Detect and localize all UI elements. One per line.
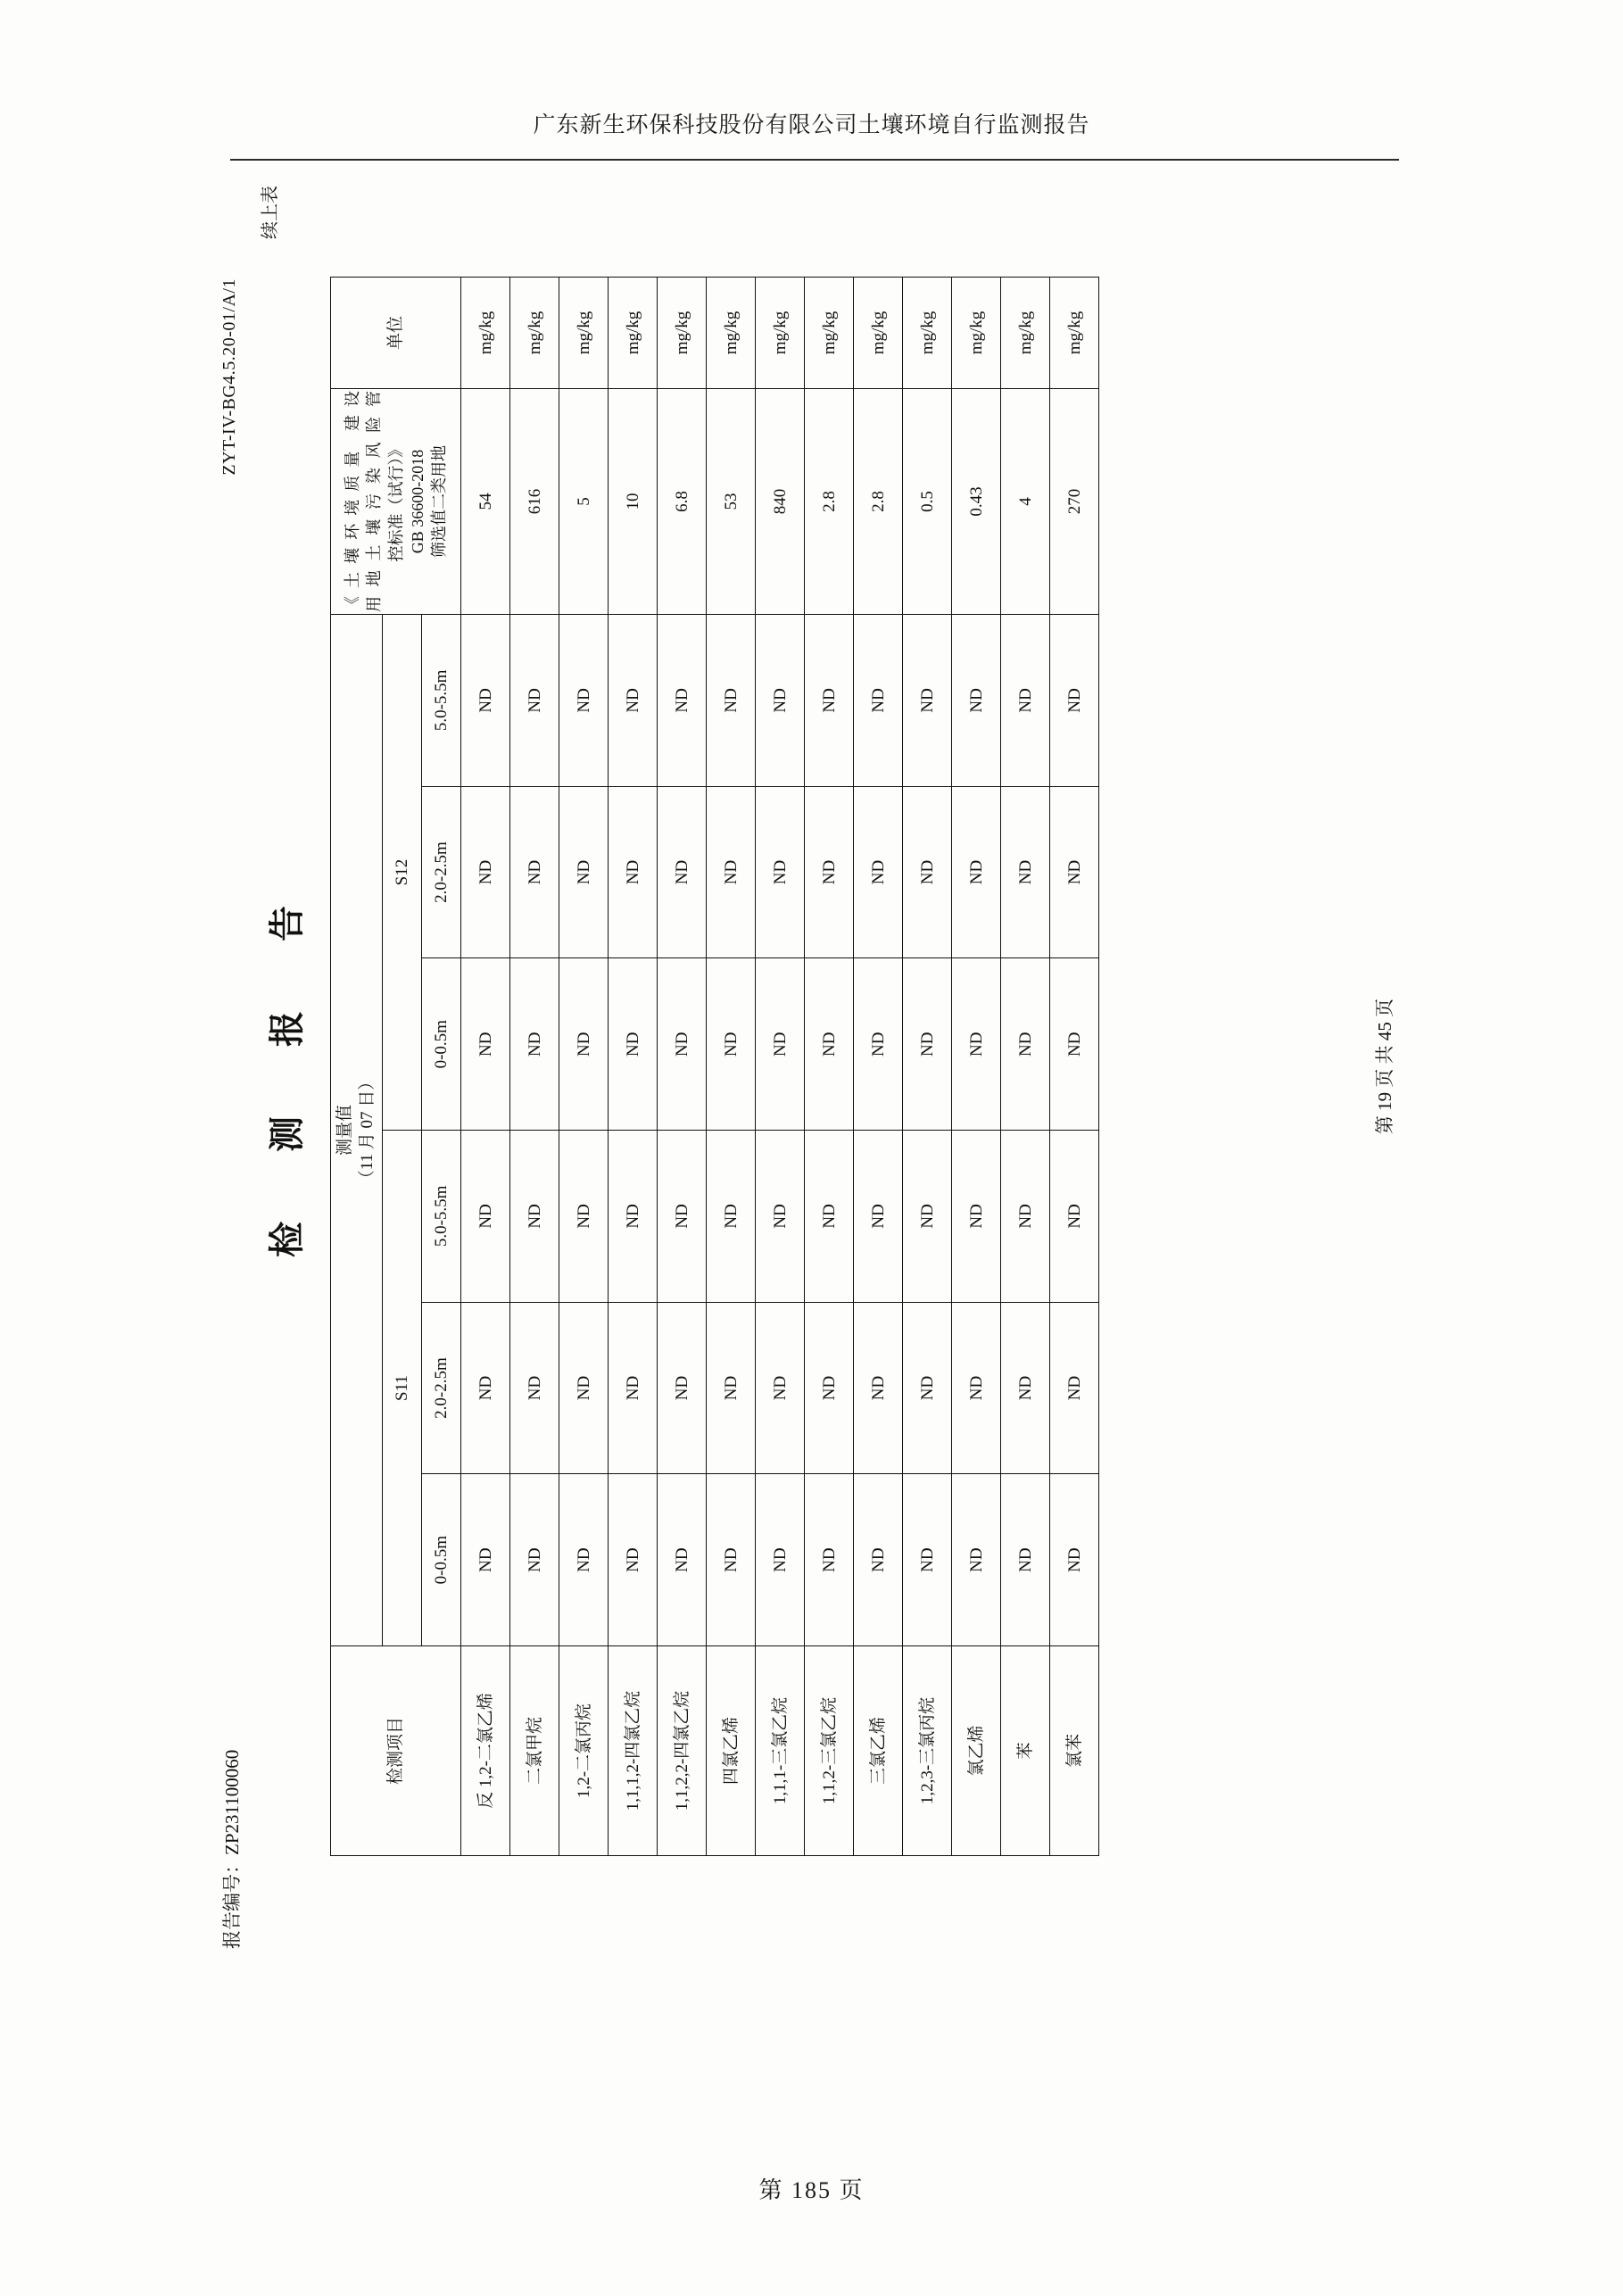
- table-row: [707, 278, 756, 1856]
- row-standard: 270: [1050, 389, 1099, 615]
- row-value: ND: [952, 1474, 1001, 1646]
- row-standard: 616: [510, 389, 559, 615]
- row-unit: mg/kg: [658, 278, 707, 389]
- row-value: ND: [756, 615, 805, 787]
- row-value: ND: [756, 786, 805, 958]
- row-standard: 0.5: [903, 389, 952, 615]
- row-value: ND: [461, 958, 510, 1131]
- row-value: ND: [952, 958, 1001, 1131]
- row-unit: mg/kg: [903, 278, 952, 389]
- row-unit: mg/kg: [559, 278, 609, 389]
- table-row: [756, 278, 805, 1856]
- row-unit: mg/kg: [707, 278, 756, 389]
- row-value: ND: [707, 958, 756, 1131]
- row-standard: 0.43: [952, 389, 1001, 615]
- row-unit: mg/kg: [609, 278, 658, 389]
- row-standard: 840: [756, 389, 805, 615]
- table-row: [1050, 278, 1099, 1856]
- landscape-canvas: [205, 178, 1410, 1954]
- row-value: ND: [461, 615, 510, 787]
- header-depth-s11-3: 5.0-5.5m: [422, 1131, 461, 1303]
- row-value: ND: [461, 1302, 510, 1474]
- table-row: [510, 278, 559, 1856]
- row-value: ND: [609, 615, 658, 787]
- row-item: 四氯乙烯: [707, 1646, 756, 1856]
- header-standard-line3: 控标准（试行）》: [386, 441, 405, 562]
- row-value: ND: [854, 958, 903, 1131]
- row-value: ND: [559, 1302, 609, 1474]
- row-value: ND: [707, 1302, 756, 1474]
- header-measured-line1: 测量值: [335, 1105, 354, 1156]
- row-value: ND: [609, 1474, 658, 1646]
- row-value: ND: [609, 1302, 658, 1474]
- row-value: ND: [559, 1474, 609, 1646]
- row-value: ND: [658, 1131, 707, 1303]
- row-value: ND: [707, 1131, 756, 1303]
- table-row: [1001, 278, 1050, 1856]
- table-row: [903, 278, 952, 1856]
- table-row: [952, 278, 1001, 1856]
- row-item: 反 1,2-二氯乙烯: [461, 1646, 510, 1856]
- row-standard: 2.8: [805, 389, 854, 615]
- row-unit: mg/kg: [805, 278, 854, 389]
- row-value: ND: [854, 786, 903, 958]
- row-value: ND: [805, 615, 854, 787]
- row-value: ND: [1050, 1131, 1099, 1303]
- row-value: ND: [952, 615, 1001, 787]
- row-standard: 5: [559, 389, 609, 615]
- rotated-content-area: [205, 178, 1410, 1954]
- row-value: ND: [461, 1131, 510, 1303]
- table-row: [854, 278, 903, 1856]
- row-value: ND: [1001, 1302, 1050, 1474]
- row-item: 1,2-二氯丙烷: [559, 1646, 609, 1856]
- table-row: [609, 278, 658, 1856]
- row-unit: mg/kg: [756, 278, 805, 389]
- row-unit: mg/kg: [510, 278, 559, 389]
- row-value: ND: [903, 786, 952, 958]
- row-value: ND: [559, 958, 609, 1131]
- row-value: ND: [1001, 786, 1050, 958]
- row-unit: mg/kg: [461, 278, 510, 389]
- header-unit: 单位: [331, 278, 461, 389]
- row-item: 苯: [1001, 1646, 1050, 1856]
- row-value: ND: [1050, 786, 1099, 958]
- row-value: ND: [1050, 1474, 1099, 1646]
- header-standard-line2: 用地土壤污染风险管: [365, 391, 384, 612]
- row-value: ND: [952, 1302, 1001, 1474]
- row-value: ND: [805, 958, 854, 1131]
- header-depth-s12-1: 0-0.5m: [422, 958, 461, 1131]
- row-value: ND: [609, 786, 658, 958]
- row-value: ND: [903, 1302, 952, 1474]
- row-value: ND: [1001, 1131, 1050, 1303]
- header-measured-line2: （11 月 07 日）: [357, 1073, 377, 1188]
- row-value: ND: [609, 1131, 658, 1303]
- row-value: ND: [805, 1131, 854, 1303]
- header-standard-line5: 筛选值二类用地: [430, 445, 449, 558]
- row-value: ND: [952, 786, 1001, 958]
- row-value: ND: [903, 1131, 952, 1303]
- row-value: ND: [854, 1474, 903, 1646]
- row-item: 1,1,2-三氯乙烷: [805, 1646, 854, 1856]
- row-value: ND: [707, 615, 756, 787]
- row-value: ND: [1001, 958, 1050, 1131]
- row-value: ND: [707, 1474, 756, 1646]
- table-row: [461, 278, 510, 1856]
- header-depth-s12-3: 5.0-5.5m: [422, 615, 461, 787]
- row-unit: mg/kg: [952, 278, 1001, 389]
- report-page-of: 第 19 页 共 45 页: [1374, 998, 1395, 1135]
- row-value: ND: [658, 1302, 707, 1474]
- row-standard: 2.8: [854, 389, 903, 615]
- row-value: ND: [756, 1474, 805, 1646]
- row-value: ND: [1001, 615, 1050, 787]
- page-footer: 第 185 页: [758, 2177, 865, 2203]
- row-item: 二氯甲烷: [510, 1646, 559, 1856]
- row-value: ND: [510, 615, 559, 787]
- row-value: ND: [756, 1131, 805, 1303]
- row-standard: 4: [1001, 389, 1050, 615]
- row-value: ND: [510, 1474, 559, 1646]
- row-value: ND: [609, 958, 658, 1131]
- row-value: ND: [658, 1474, 707, 1646]
- row-value: ND: [510, 786, 559, 958]
- header-standard-line1: 《土壤环境质量 建设: [343, 391, 361, 612]
- table-row: [805, 278, 854, 1856]
- row-unit: mg/kg: [854, 278, 903, 389]
- row-value: ND: [1050, 958, 1099, 1131]
- document-code: ZYT-IV-BG4.5.20-01/A/1: [219, 278, 239, 476]
- row-value: ND: [756, 958, 805, 1131]
- row-item: 1,1,1-三氯乙烷: [756, 1646, 805, 1856]
- row-standard: 54: [461, 389, 510, 615]
- header-item: 检测项目: [331, 1646, 461, 1856]
- row-value: ND: [510, 1302, 559, 1474]
- row-item: 三氯乙烯: [854, 1646, 903, 1856]
- row-item: 1,2,3-三氯丙烷: [903, 1646, 952, 1856]
- row-value: ND: [461, 1474, 510, 1646]
- header-standard: [331, 389, 461, 615]
- header-standard-line4: GB 36600-2018: [408, 449, 426, 554]
- table-row: [559, 278, 609, 1856]
- row-unit: mg/kg: [1050, 278, 1099, 389]
- header-sample-s11: S11: [383, 1131, 422, 1646]
- row-value: ND: [805, 1302, 854, 1474]
- row-value: ND: [461, 786, 510, 958]
- row-value: ND: [510, 1131, 559, 1303]
- row-value: ND: [756, 1302, 805, 1474]
- report-number: 报告编号：ZP231100060: [221, 1749, 243, 1949]
- row-standard: 10: [609, 389, 658, 615]
- row-value: ND: [658, 958, 707, 1131]
- row-value: ND: [903, 615, 952, 787]
- row-value: ND: [559, 786, 609, 958]
- row-value: ND: [510, 958, 559, 1131]
- row-value: ND: [805, 1474, 854, 1646]
- row-item: 氯乙烯: [952, 1646, 1001, 1856]
- row-value: ND: [903, 958, 952, 1131]
- continued-label: 续上表: [261, 186, 280, 239]
- header-depth-s12-2: 2.0-2.5m: [422, 786, 461, 958]
- header-divider: [230, 159, 1399, 161]
- running-header: 广东新生环保科技股份有限公司土壤环境自行监测报告: [533, 113, 1090, 137]
- row-value: ND: [707, 786, 756, 958]
- table-row: [658, 278, 707, 1856]
- row-value: ND: [559, 1131, 609, 1303]
- header-depth-s11-1: 0-0.5m: [422, 1474, 461, 1646]
- table-body: [461, 278, 1099, 1856]
- page-title: 检 测 报 告: [267, 875, 307, 1257]
- row-value: ND: [658, 786, 707, 958]
- row-value: ND: [952, 1131, 1001, 1303]
- row-item: 氯苯: [1050, 1646, 1099, 1856]
- row-standard: 6.8: [658, 389, 707, 615]
- row-value: ND: [903, 1474, 952, 1646]
- row-item: 1,1,2,2-四氯乙烷: [658, 1646, 707, 1856]
- header-measured: [331, 615, 383, 1646]
- row-item: 1,1,1,2-四氯乙烷: [609, 1646, 658, 1856]
- header-sample-s12: S12: [383, 615, 422, 1131]
- row-unit: mg/kg: [1001, 278, 1050, 389]
- row-value: ND: [658, 615, 707, 787]
- row-standard: 53: [707, 389, 756, 615]
- row-value: ND: [1001, 1474, 1050, 1646]
- table-header-row-1: [331, 278, 383, 1856]
- measurement-table: [330, 277, 1099, 1856]
- row-value: ND: [1050, 615, 1099, 787]
- row-value: ND: [854, 615, 903, 787]
- header-depth-s11-2: 2.0-2.5m: [422, 1302, 461, 1474]
- row-value: ND: [1050, 1302, 1099, 1474]
- row-value: ND: [854, 1302, 903, 1474]
- row-value: ND: [805, 786, 854, 958]
- row-value: ND: [854, 1131, 903, 1303]
- row-value: ND: [559, 615, 609, 787]
